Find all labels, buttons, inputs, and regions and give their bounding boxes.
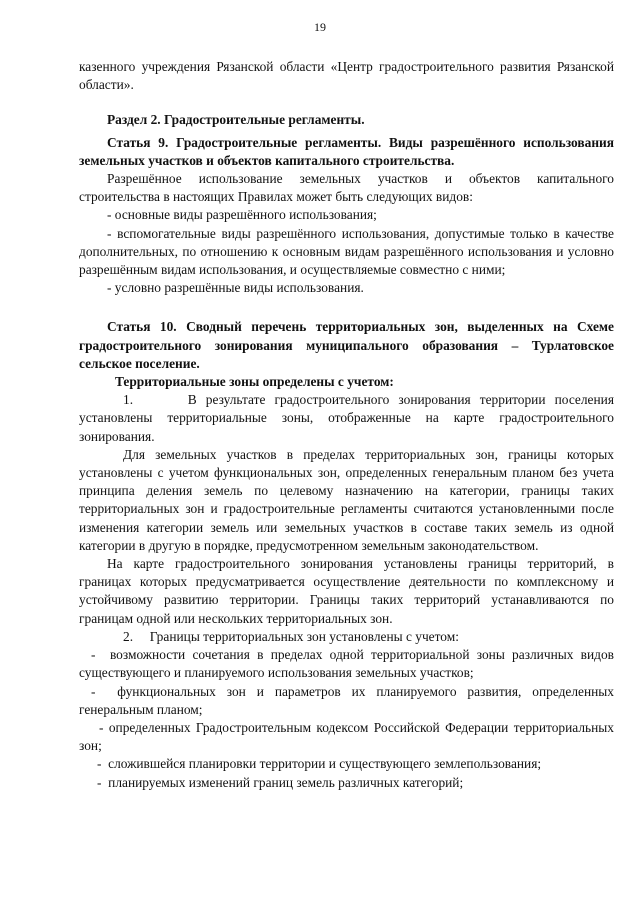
list-item: - сложившейся планировки территории и существующего землепользования;: [97, 756, 542, 772]
list-item: - определенных Градостроительным кодексом Российской Федерации территориальных зон;: [79, 719, 614, 754]
paragraph: Разрешённое использование земельных участков и объектов капитального строительства в настоящих Правилах может быть следующих видов:: [79, 171, 614, 205]
paragraph: Для земельных участков в пределах территориальных зон, границы которых установлены с учетом функциональных зон, определенных генеральным планом без учета принципа деления земель по целевому назначению на категории, границы таких территориальных зон и градостроительные регламенты считаются установленными после изменения категории земель или земельных участков в составе таких земель из одной категории в другую в порядке, предусмотренном земельным законодательством.: [79, 446, 614, 553]
numbered-paragraph: 1. В результате градостроительного зонирования территории поселения установлены территориальные зоны, отображенные на карте градостроительного зонирования.: [79, 392, 614, 444]
list-item: - функциональных зон и параметров их планируемого развития, определенных генеральным планом;: [79, 683, 614, 717]
list-item: - возможности сочетания в пределах одной территориальной зоны различных видов существующего и планируемого использования земельных участков;: [79, 647, 614, 681]
article-10-heading: Статья 10. Сводный перечень территориальных зон, выделенных на Схеме градостроительного зонирования муниципального образования – Турлатовское сельское поселение.: [79, 319, 614, 371]
list-item: - основные виды разрешённого использования;: [107, 207, 377, 223]
paragraph: На карте градостроительного зонирования установлены границы территорий, в границах которых предусматривается осуществление деятельности по комплексному и устойчивому развитию территории. Границы таких территорий устанавливаются по границам одной или нескольких территориальных зон.: [79, 556, 614, 626]
numbered-paragraph: 2. Границы территориальных зон установлены с учетом:: [123, 628, 459, 644]
document-body: [79, 58, 614, 792]
list-item: - условно разрешённые виды использования.: [107, 280, 364, 296]
list-item: - вспомогательные виды разрешённого использования, допустимые только в качестве дополнительных, по отношению к основным видам разрешённого использования и условно разрешённым видам использования, и осуществляемые совместно с ними;: [79, 225, 614, 278]
article-9-heading: Статья 9. Градостроительные регламенты. Виды разрешённого использования земельных участков и объектов капитального строительства.: [79, 134, 614, 168]
paragraph: казенного учреждения Рязанской области «Центр градостроительного развития Рязанской области».: [79, 59, 614, 93]
section-heading: Раздел 2. Градостроительные регламенты.: [107, 112, 365, 128]
list-item: - планируемых изменений границ земель различных категорий;: [97, 774, 464, 790]
page-number: 19: [314, 20, 326, 34]
zones-heading: Территориальные зоны определены с учетом:: [115, 374, 394, 390]
